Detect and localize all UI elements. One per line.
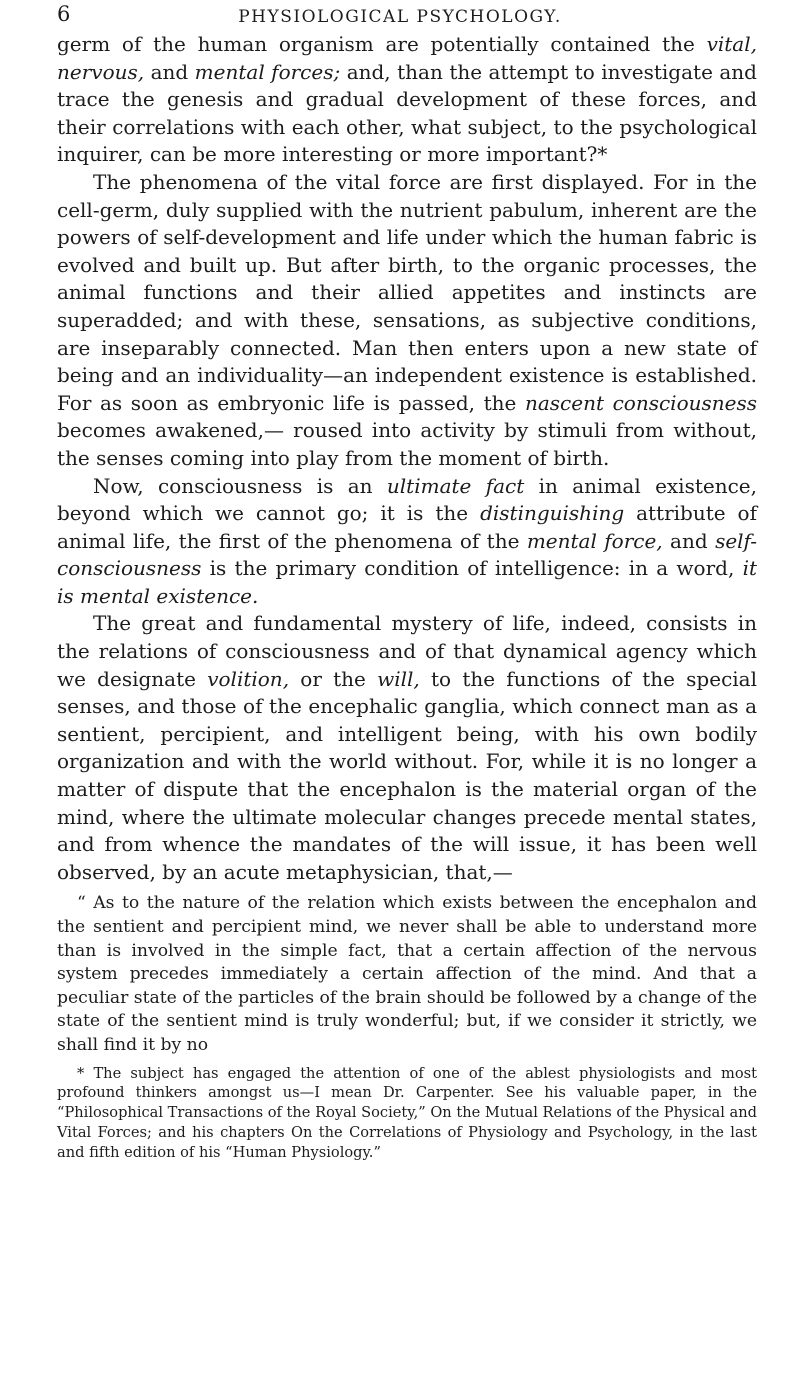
italic-text: will, [377, 666, 420, 691]
text-run: is the primary condition of intelligence: in a word, [201, 556, 743, 581]
block-quote: “ As to the nature of the relation which exists between the encephalon and the sentient and percipient mind, we never shall be able to understand more than is involved in the simple fact, that a certain affection of the nervous system precedes immediately a certain affection of the mind. And that a peculiar state of the particles of the brain should be followed by a change of the state of the sentient mind is truly wonderful; but, if we consider it strictly, we shall find it by no [57, 893, 757, 1055]
page-number: 6 [57, 2, 71, 26]
text-run: becomes awakened,— roused into activity by stimuli from without, the senses coming into play from the moment of birth. [57, 418, 757, 470]
text-run: and, than the attempt to investigate and trace the genesis and gradual development of these forces, and their correlations with each other, what subject, to the psychological inquirer, can be more interesting or more important?* [57, 59, 757, 167]
text-run: The phenomena of the vital force are first displayed. For in the cell-germ, duly supplied with the nutrient pabulum, inherent are the powers of self-development and life under which the human fabric is evolved and built up. But after birth, to the organic processes, the animal functions and their allied appetites and instincts are superadded; and with these, sensations, as subjective conditions, are inseparably connected. Man then enters upon a new state of being and an individuality—an independent existence is established. For as soon as embryonic life is passed, the [57, 169, 757, 415]
running-title: PHYSIOLOGICAL PSYCHOLOGY. [238, 7, 562, 27]
italic-text: nascent consciousness [524, 390, 757, 415]
italic-text: mental forces; [194, 59, 341, 84]
italic-text: vital, nervous, [57, 32, 757, 84]
text-run: and [144, 59, 195, 84]
text-run: in animal existence, beyond which we cannot go; it is the [57, 473, 757, 526]
italic-text: volition, [207, 666, 290, 691]
text-run: to the functions of the special senses, and those of the encephalic ganglia, which connect man as a sentient, percipient, and intelligent being, with his own bodily organization and with the world without. For, while it is no longer a matter of dispute that the encephalon is the material organ of the mind, where the ultimate molecular changes precede mental states, and from whence the mandates of the will issue, it has been well observed, by an acute metaphysician, that,— [57, 666, 757, 884]
paragraph [57, 610, 757, 886]
italic-text: mental force, [526, 528, 663, 553]
italic-text: it is mental existence. [57, 556, 757, 608]
italic-text: ultimate fact [386, 473, 525, 498]
text-run: and [662, 528, 716, 553]
text-run: attribute of animal life, the first of the phenomena of the [57, 501, 758, 553]
italic-text: self-consciousness [57, 528, 758, 581]
italic-text: distinguishing [480, 501, 625, 526]
footnote: * The subject has engaged the attention of one of the ablest physiologists and most profound thinkers amongst us—I mean Dr. Carpenter. See his valuable paper, in the “Philosophical Transactions of the Royal Society,” On the Mutual Relations of the Physical and Vital Forces; and his chapters On the Correlations of Physiology and Psychology, in the last and fifth edition of his “Human Physiology.” [57, 1064, 757, 1161]
paragraph [57, 169, 757, 473]
main-text [57, 31, 757, 1163]
paragraph [57, 473, 757, 611]
text-run: Now, consciousness is an [93, 473, 387, 498]
text-run: or the [289, 666, 378, 691]
text-run: The great and fundamental mystery of life, indeed, consists in the relations of consciousness and of that dynamical agency which we designate [57, 611, 757, 691]
paragraph [57, 31, 757, 169]
text-run: germ of the human organism are potentially contained the [57, 32, 707, 56]
